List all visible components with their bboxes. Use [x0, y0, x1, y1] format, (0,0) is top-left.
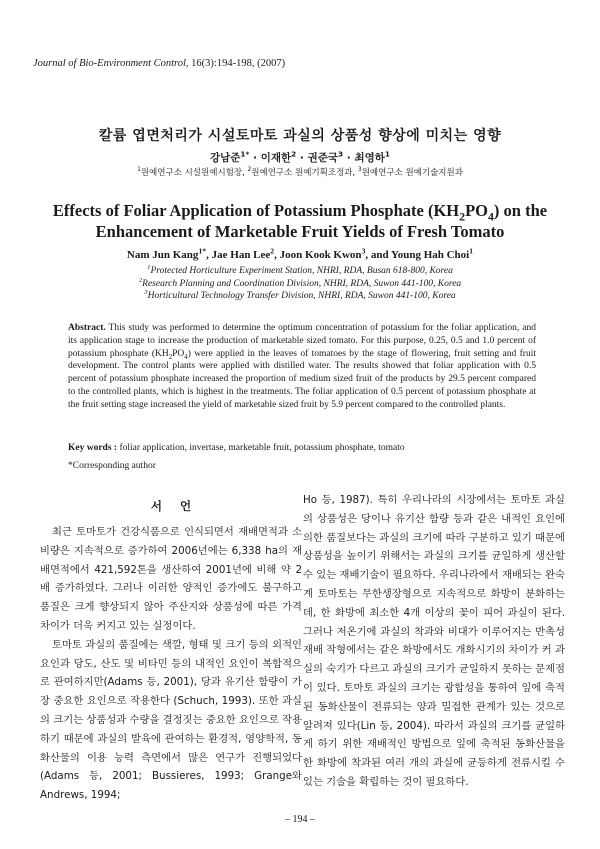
page-number: – 194 –: [285, 814, 315, 825]
abstract-text: This study was performed to determine the optimum concentration of potassium for the foliar application, and its application stage to increase the production of marketable sized tomato. For this purpose, 0.25, 0.5 and 1.0 percent of potassium phosphate (KH: [68, 323, 536, 359]
affiliation-mark: 1: [137, 166, 141, 174]
section-heading-introduction: 서언: [150, 499, 210, 513]
korean-author-name: 최영하: [354, 152, 385, 164]
abstract-text: PO: [172, 348, 185, 359]
corresponding-author-note: *Corresponding author: [68, 461, 156, 471]
english-title: [40, 200, 560, 242]
english-affiliation: [0, 278, 600, 291]
english-author-mark: 1*: [198, 246, 207, 256]
english-affiliation: [0, 290, 600, 303]
body-column-right: [303, 491, 565, 792]
affiliation-mark: 3: [357, 166, 362, 174]
body-paragraph: Ho 등, 1987). 특히 우리나라의 시장에서는 토마토 과실의 상품성은 당이나 유기산 함량 등과 같은 내적인 요인에 의한 품질보다는 과실의 크기에 따라 구분하고 있기 때문에 상품성을 높이기 위해서는 과실의 크기를 균일하게 생산할 수 있는 재배기술이 필요하다. 우리나라에서 재배되는 완숙계 토마토는 무한생장형으로 지속적으로 화방이 분화하는데, 한 화방에 최소한 4개 이상의 꽃이 피어 과실이 된다. 그러나 저온기에 과실의 착과와 비대가 이루어지는 반촉성재배 작형에서는 같은 화방에서도 개화시기의 차이가 커 과실의 숙기가 다르고 과실의 크기가 균일하지 못하는 문제점이 있다. 토마토 과실의 크기는 광합성을 통하여 잎에 축적된 동화산물이 전류되는 양과 밀접한 관계가 있는 것으로 알려져 있다(Lin 등, 2004). 따라서 과실의 크기를 균일하게 하기 위한 재배적인 방법으로 잎에 축적된 동화산물을 한 화방에 착과된 여러 개의 과실에 균등하게 전류시킬 수 있는 기술을 확립하는 것이 필요하다.: [303, 494, 565, 788]
affiliation-text: Protected Horticulture Experiment Station, NHRI, RDA, Busan 618-800, Korea: [150, 266, 453, 276]
affiliation-mark: 1: [147, 263, 151, 271]
keywords: [68, 443, 536, 453]
affiliation-mark: 2: [247, 166, 252, 174]
abstract-label: Abstract.: [68, 323, 106, 333]
english-title-text: PO: [465, 201, 488, 220]
english-affiliation: [0, 265, 600, 278]
korean-author-name: 권준국: [307, 152, 338, 164]
journal-name: Journal of Bio-Environment Control,: [33, 58, 189, 69]
author-separator: ,: [274, 249, 280, 261]
abstract-text: ) were applied in the leaves of tomatoes by the stage of flowering, fruit setting and fruit development. The control plants were applied with distilled water. The results showed that foliar application with 0.5 percent of potassium phosphate increased the proportion of medium sized fruit of the products by 29.5 percent compared to the controlled plants, which is highest in the treatments. The foliar application of 0.5 percent of potassium phosphate at the fruit setting stage increased the yield of marketable sized fruit by 5.9 percent compared to the controlled plants.: [68, 348, 536, 410]
english-author-name: Nam Jun Kang: [126, 249, 199, 261]
body-column-left: [40, 497, 302, 805]
korean-affiliation: 원예연구소 원예기획조정과,: [251, 168, 358, 178]
korean-author-mark: 3: [338, 149, 344, 159]
author-separator: ,: [206, 249, 212, 261]
author-separator: ·: [343, 152, 355, 164]
body-paragraph: 최근 토마토가 건강식품으로 인식되면서 재배면적과 소비량은 지속적으로 증가하여 2006년에는 6,338 ha의 재배면적에서 421,592톤을 생산하여 2001년에 비해 약 2배 증가하였다. 그러나 이러한 양적인 증가에도 불구하고 품질은 크게 향상되지 않아 주산지와 상품성에 따른 가격 차이가 더욱 커지고 있는 실정이다.: [40, 526, 302, 632]
english-author-name: Young Hah Choi: [390, 249, 470, 261]
affiliation-text: Horticultural Technology Transfer Division, NHRI, RDA, Suwon 441-100, Korea: [147, 291, 456, 301]
journal-citation: [33, 58, 285, 69]
author-separator: ·: [249, 152, 261, 164]
english-title-text: ) on the Enhancement of Marketable Fruit Yields of Fresh Tomato: [95, 201, 548, 241]
english-author-name: Joon Kook Kwon: [279, 249, 362, 261]
formula-subscript: 2: [459, 209, 466, 224]
journal-volume-pages: 16(3):194-198, (2007): [188, 58, 286, 69]
formula-subscript: 2: [168, 353, 173, 361]
formula-subscript: 4: [184, 353, 188, 361]
english-author-mark: 3: [361, 246, 366, 256]
korean-author-mark: 2: [291, 149, 297, 159]
korean-author-name: 강남준: [209, 152, 241, 164]
keywords-text: foliar application, invertase, marketable fruit, potassium phosphate, tomato: [117, 443, 405, 453]
formula-subscript: 4: [487, 209, 494, 224]
korean-affiliation: 원예연구소 원예기술지원과: [361, 168, 463, 178]
affiliation-mark: 3: [144, 288, 148, 296]
korean-author-mark: 1*: [240, 149, 250, 159]
affiliation-mark: 2: [138, 276, 143, 284]
english-title-text: Effects of Foliar Application of Potassium Phosphate (KH: [52, 201, 460, 220]
english-author-mark: 2: [270, 246, 275, 256]
korean-author-mark: 1: [384, 149, 390, 159]
korean-title: 칼륨 엽면처리가 시설토마토 과실의 상품성 향상에 미치는 영향: [98, 128, 502, 144]
english-author-name: Jae Han Lee: [211, 249, 271, 261]
body-paragraph: 토마토 과실의 품질에는 색깔, 형태 및 크기 등의 외적인 요인과 당도, 산도 및 비타민 등의 내적인 요인이 복합적으로 관여하지만(Adams 등, 2001), 당과 유기산 함량이 가장 중요한 요인으로 작용한다 (Schuch, 1993). 또한 과실의 크기는 상품성과 수량을 결정짓는 중요한 요인으로 작용하기 때문에 과실의 발육에 관여하는 환경적, 영양학적, 동화산물의 이용 능력 측면에서 많은 연구가 진행되었다(Adams 등, 2001; Bussieres, 1993; Grange와 Andrews, 1994;: [40, 638, 302, 802]
korean-affiliations: [0, 166, 600, 178]
english-affiliations: [0, 265, 600, 303]
english-authors: [0, 246, 600, 261]
affiliation-text: Research Planning and Coordination Division, NHRI, RDA, Suwon 441-100, Korea: [142, 278, 462, 289]
abstract: [68, 322, 536, 412]
author-separator: ·: [296, 152, 308, 164]
english-author-mark: 1: [469, 246, 474, 256]
korean-affiliation: 원예연구소 시설원예시험장,: [140, 168, 248, 178]
author-separator: , and: [365, 249, 391, 261]
korean-author-name: 이재한: [260, 152, 292, 164]
korean-authors: [0, 150, 600, 165]
keywords-label: Key words :: [68, 443, 118, 453]
